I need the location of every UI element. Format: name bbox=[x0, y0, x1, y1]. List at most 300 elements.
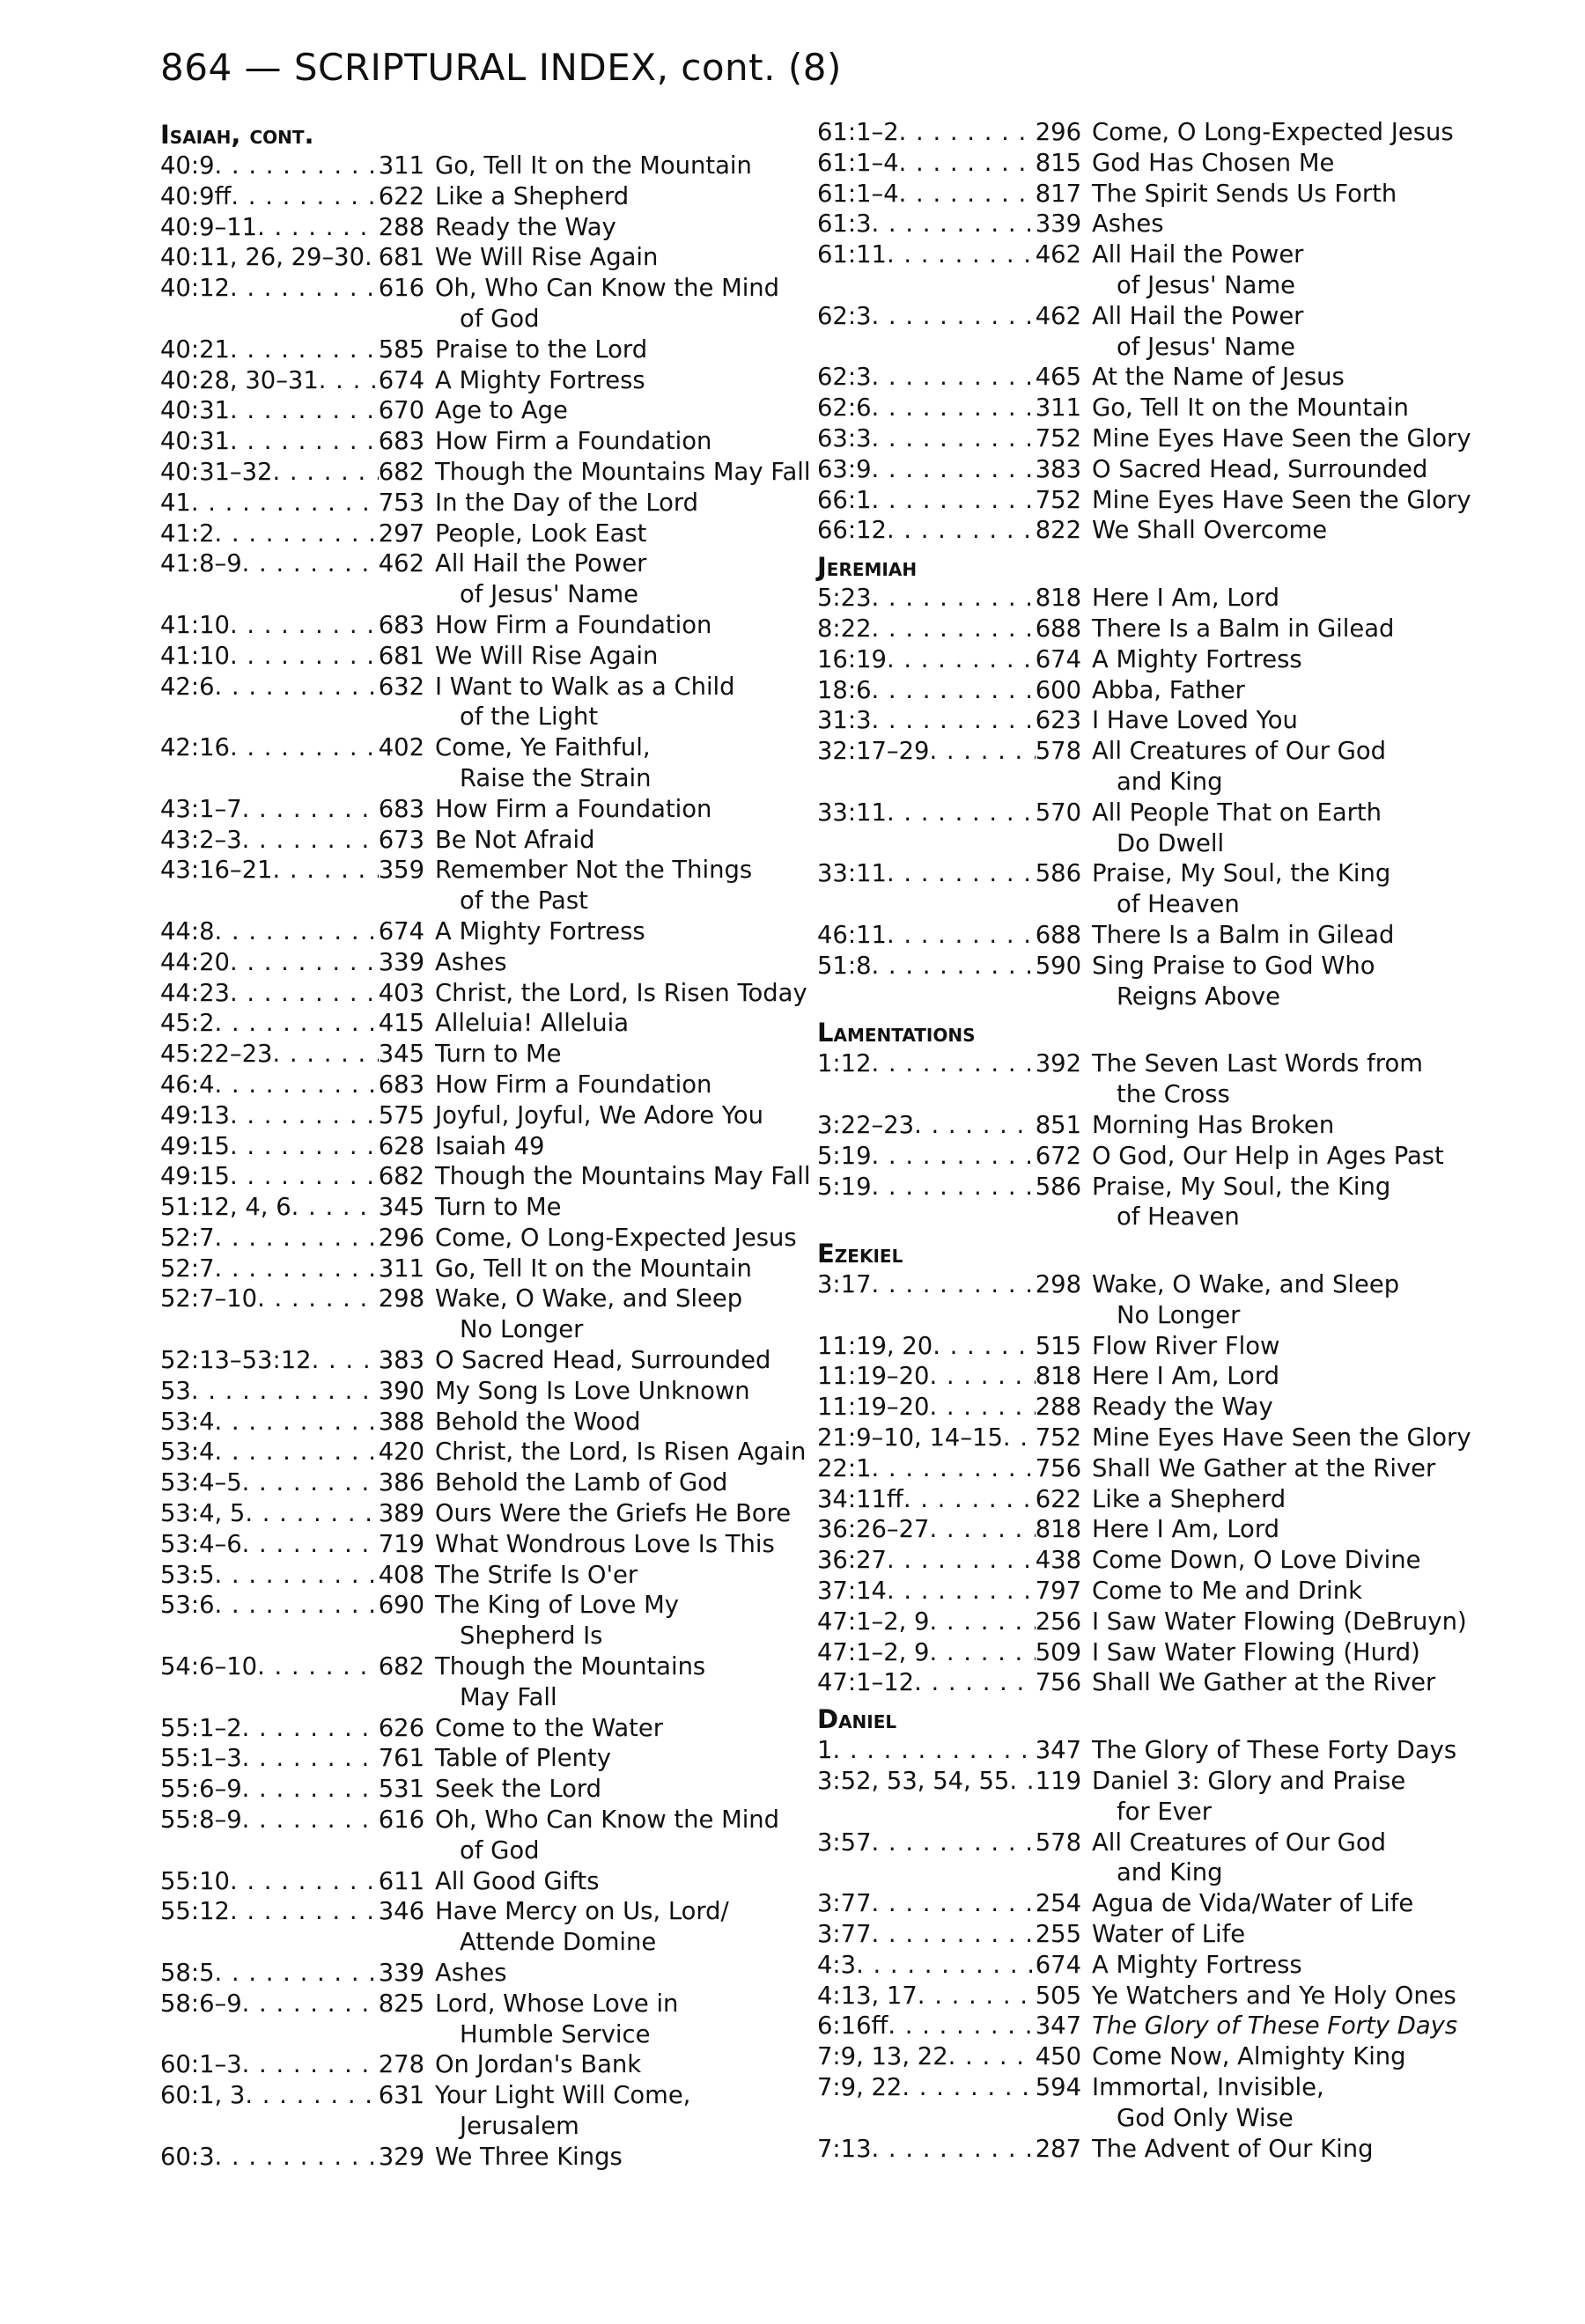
entry-reference-line bbox=[160, 1806, 424, 1836]
hymn-title-line: Wake, O Wake, and Sleep bbox=[1092, 1271, 1400, 1299]
hymn-title-line: Mine Eyes Have Seen the Glory bbox=[1092, 486, 1471, 514]
entry-reference-line bbox=[817, 516, 1081, 547]
hymn-title-line: All People That on Earth bbox=[1092, 798, 1382, 827]
dot-leader bbox=[872, 393, 1036, 424]
index-entry bbox=[817, 645, 1486, 676]
index-entry bbox=[160, 1652, 829, 1714]
hymn-title-line: Morning Has Broken bbox=[1092, 1111, 1335, 1139]
entry-reference-line bbox=[160, 673, 424, 703]
hymn-title bbox=[1081, 2135, 1486, 2166]
index-entry bbox=[817, 455, 1486, 486]
entry-reference-line bbox=[160, 1744, 424, 1775]
dot-leader bbox=[215, 1959, 379, 1989]
dot-leader bbox=[215, 1224, 379, 1254]
hymn-number: 329 bbox=[378, 2143, 424, 2171]
scripture-reference: 40:21 bbox=[160, 335, 230, 364]
hymn-title-line: Be Not Afraid bbox=[435, 826, 595, 854]
index-entry bbox=[817, 393, 1486, 424]
hymn-number: 683 bbox=[378, 795, 424, 823]
scripture-reference: 52:7 bbox=[160, 1254, 215, 1283]
hymn-title bbox=[424, 243, 829, 274]
hymn-title bbox=[1081, 1270, 1486, 1332]
hymn-title bbox=[1081, 1142, 1486, 1173]
hymn-title bbox=[1081, 1362, 1486, 1393]
hymn-title-continuation: Attende Domine bbox=[460, 1929, 657, 1957]
entry-reference-line bbox=[817, 1920, 1081, 1951]
entry-reference-line bbox=[160, 1408, 424, 1438]
section-heading: Ezekiel bbox=[817, 1239, 903, 1269]
hymn-number: 600 bbox=[1035, 676, 1081, 704]
scripture-reference: 61:1–4 bbox=[817, 180, 899, 208]
scripture-reference: 49:15 bbox=[160, 1163, 230, 1191]
scripture-reference: 42:16 bbox=[160, 734, 230, 762]
hymn-title-line: Sing Praise to God Who bbox=[1092, 952, 1375, 980]
scripture-reference: 6:16ff bbox=[817, 2012, 888, 2041]
index-entry bbox=[160, 642, 829, 673]
hymn-title-line: Come, Ye Faithful, bbox=[435, 734, 651, 762]
hymn-number: 346 bbox=[378, 1898, 424, 1926]
dot-leader bbox=[215, 1561, 379, 1592]
right-column bbox=[817, 118, 1486, 2165]
index-entry bbox=[160, 1132, 829, 1163]
hymn-number: 311 bbox=[1035, 394, 1081, 423]
dot-leader bbox=[872, 1828, 1036, 1859]
dot-leader bbox=[929, 1393, 1035, 1423]
hymn-title bbox=[424, 1377, 829, 1408]
entry-reference-line bbox=[817, 584, 1081, 614]
hymn-title bbox=[1081, 302, 1486, 364]
hymn-number: 719 bbox=[378, 1530, 424, 1558]
scripture-reference: 43:1–7 bbox=[160, 795, 242, 823]
hymn-number: 256 bbox=[1035, 1607, 1081, 1636]
hymn-title bbox=[424, 1714, 829, 1745]
dot-leader bbox=[230, 335, 379, 366]
hymn-title bbox=[424, 1438, 829, 1468]
hymn-title bbox=[1081, 859, 1486, 921]
hymn-title-line: I Saw Water Flowing (DeBruyn) bbox=[1092, 1607, 1467, 1636]
entry-reference-line bbox=[160, 1162, 424, 1193]
dot-leader bbox=[872, 614, 1036, 645]
hymn-title bbox=[1081, 2042, 1486, 2073]
hymn-number: 818 bbox=[1035, 1363, 1081, 1391]
hymn-title bbox=[424, 1193, 829, 1224]
hymn-title-line: Come Down, O Love Divine bbox=[1092, 1547, 1421, 1575]
scripture-reference: 55:10 bbox=[160, 1867, 230, 1895]
entry-reference-line bbox=[817, 486, 1081, 517]
entry-reference-line bbox=[817, 1736, 1081, 1767]
index-entry bbox=[160, 1254, 829, 1285]
hymn-title bbox=[1081, 363, 1486, 393]
scripture-reference: 22:1 bbox=[817, 1454, 872, 1482]
hymn-number: 586 bbox=[1035, 1173, 1081, 1201]
scripture-reference: 62:6 bbox=[817, 394, 872, 423]
hymn-number: 392 bbox=[1035, 1050, 1081, 1078]
hymn-number: 674 bbox=[378, 366, 424, 394]
hymn-number: 683 bbox=[378, 611, 424, 639]
hymn-title-line: I Saw Water Flowing (Hurd) bbox=[1092, 1638, 1420, 1666]
hymn-number: 278 bbox=[378, 2051, 424, 2079]
hymn-title-line: Turn to Me bbox=[435, 1194, 562, 1222]
dot-leader bbox=[257, 1284, 379, 1315]
hymn-number: 119 bbox=[1035, 1768, 1081, 1796]
hymn-number: 420 bbox=[378, 1438, 424, 1467]
scripture-reference: 62:3 bbox=[817, 364, 872, 392]
hymn-number: 255 bbox=[1035, 1921, 1081, 1949]
hymn-title-line: Come, O Long-Expected Jesus bbox=[1092, 119, 1454, 146]
dot-leader bbox=[191, 489, 379, 519]
hymn-title bbox=[424, 489, 829, 519]
hymn-title-line: The King of Love My bbox=[435, 1592, 679, 1620]
dot-leader bbox=[230, 948, 379, 979]
hymn-title bbox=[1081, 210, 1486, 240]
index-entry bbox=[160, 549, 829, 611]
entry-reference-line bbox=[160, 2081, 424, 2112]
dot-leader bbox=[242, 795, 379, 826]
hymn-title-continuation: and King bbox=[1117, 1859, 1223, 1887]
hymn-title bbox=[1081, 1638, 1486, 1669]
entry-reference-line bbox=[160, 1132, 424, 1163]
dot-leader bbox=[832, 1736, 1035, 1767]
scripture-reference: 40:12 bbox=[160, 275, 230, 303]
entry-reference-line bbox=[817, 1546, 1081, 1577]
index-entry bbox=[160, 1989, 829, 2051]
dot-leader bbox=[887, 516, 1036, 547]
hymn-title bbox=[1081, 1828, 1486, 1890]
scripture-reference: 44:23 bbox=[160, 979, 230, 1007]
entry-reference-line bbox=[817, 455, 1081, 486]
hymn-number: 359 bbox=[378, 857, 424, 885]
hymn-number: 611 bbox=[378, 1867, 424, 1895]
scripture-reference: 49:13 bbox=[160, 1101, 230, 1129]
index-entry bbox=[817, 1828, 1486, 1890]
hymn-title-line: Have Mercy on Us, Lord/ bbox=[435, 1898, 729, 1926]
entry-reference-line bbox=[160, 1867, 424, 1898]
entry-reference-line bbox=[160, 427, 424, 458]
index-entry bbox=[160, 1070, 829, 1101]
hymn-title-line: Joyful, Joyful, We Adore You bbox=[435, 1101, 764, 1129]
index-entry bbox=[817, 1736, 1486, 1767]
index-entry bbox=[160, 243, 829, 274]
index-entry bbox=[817, 952, 1486, 1013]
hymn-number: 674 bbox=[1035, 1951, 1081, 1979]
hymn-title-line: We Shall Overcome bbox=[1092, 517, 1328, 545]
entry-reference-line bbox=[817, 1577, 1081, 1607]
entry-reference-line bbox=[817, 1454, 1081, 1485]
hymn-title-line: Ashes bbox=[435, 1960, 507, 1988]
dot-leader bbox=[230, 979, 379, 1010]
hymn-title bbox=[1081, 1668, 1486, 1699]
dot-leader bbox=[929, 1638, 1035, 1669]
hymn-title-line: Oh, Who Can Know the Mind bbox=[435, 1806, 780, 1835]
scripture-reference: 40:31 bbox=[160, 397, 230, 425]
entry-reference-line bbox=[160, 826, 424, 857]
index-entry bbox=[160, 1438, 829, 1468]
hymn-title-line: How Firm a Foundation bbox=[435, 1070, 712, 1099]
hymn-title bbox=[1081, 676, 1486, 707]
hymn-number: 752 bbox=[1035, 1424, 1081, 1452]
dot-leader bbox=[899, 180, 1036, 210]
dot-leader bbox=[215, 2143, 379, 2173]
dot-leader bbox=[856, 1951, 1036, 1982]
scripture-reference: 44:20 bbox=[160, 948, 230, 976]
hymn-number: 254 bbox=[1035, 1890, 1081, 1918]
dot-leader bbox=[872, 676, 1036, 707]
hymn-title-line: In the Day of the Lord bbox=[435, 489, 699, 517]
section-heading: Jeremiah bbox=[817, 552, 918, 583]
entry-reference-line bbox=[160, 611, 424, 642]
hymn-title-continuation: Jerusalem bbox=[460, 2113, 579, 2140]
hymn-title bbox=[1081, 1736, 1486, 1767]
scripture-reference: 11:19–20 bbox=[817, 1394, 930, 1422]
hymn-number: 756 bbox=[1035, 1669, 1081, 1697]
hymn-title bbox=[424, 2143, 829, 2173]
index-entry bbox=[817, 302, 1486, 364]
hymn-title-line: Table of Plenty bbox=[435, 1745, 611, 1773]
hymn-number: 578 bbox=[1035, 1828, 1081, 1857]
hymn-title-line: I Want to Walk as a Child bbox=[435, 673, 735, 701]
hymn-title bbox=[424, 151, 829, 182]
index-entry bbox=[160, 611, 829, 642]
entry-reference-line bbox=[817, 2073, 1081, 2104]
entry-reference-line bbox=[160, 1254, 424, 1285]
index-entry bbox=[160, 2081, 829, 2143]
entry-reference-line bbox=[160, 1040, 424, 1070]
hymn-title-continuation: of Jesus' Name bbox=[460, 581, 638, 609]
hymn-title-line: The Glory of These Forty Days bbox=[1092, 1737, 1457, 1765]
entry-reference-line bbox=[817, 706, 1081, 737]
hymn-title bbox=[1081, 798, 1486, 860]
dot-leader bbox=[215, 1009, 379, 1040]
scripture-reference: 3:52, 53, 54, 55 bbox=[817, 1768, 1010, 1796]
index-entry bbox=[160, 1468, 829, 1499]
hymn-title bbox=[1081, 1920, 1486, 1951]
hymn-title-line: Turn to Me bbox=[435, 1041, 562, 1069]
index-entry bbox=[160, 979, 829, 1010]
hymn-title bbox=[424, 2050, 829, 2081]
entry-reference-line bbox=[817, 1515, 1081, 1546]
hymn-title-line: Shall We Gather at the River bbox=[1092, 1454, 1436, 1482]
hymn-title bbox=[424, 1591, 829, 1652]
entry-reference-line bbox=[160, 1530, 424, 1561]
hymn-number: 616 bbox=[378, 275, 424, 303]
hymn-title-line: O Sacred Head, Surrounded bbox=[435, 1347, 771, 1375]
dot-leader bbox=[230, 1897, 379, 1928]
hymn-title bbox=[424, 1744, 829, 1775]
hymn-title-line: Though the Mountains May Fall bbox=[435, 1163, 811, 1191]
hymn-number: 383 bbox=[378, 1347, 424, 1375]
hymn-title-line: The Advent of Our King bbox=[1092, 2135, 1374, 2163]
scripture-reference: 55:12 bbox=[160, 1898, 230, 1926]
scripture-reference: 41:10 bbox=[160, 642, 230, 670]
hymn-title bbox=[1081, 1332, 1486, 1363]
hymn-title-line: Your Light Will Come, bbox=[435, 2082, 691, 2110]
entry-reference-line bbox=[817, 149, 1081, 180]
hymn-title-line: My Song Is Love Unknown bbox=[435, 1377, 750, 1405]
dot-leader bbox=[872, 1270, 1036, 1301]
dot-leader bbox=[215, 1070, 379, 1101]
hymn-title-line: How Firm a Foundation bbox=[435, 611, 712, 639]
hymn-title bbox=[424, 733, 829, 795]
index-entry bbox=[160, 1744, 829, 1775]
hymn-number: 818 bbox=[1035, 1516, 1081, 1544]
entry-reference-line bbox=[160, 1499, 424, 1530]
index-entry bbox=[817, 1270, 1486, 1332]
index-entry bbox=[160, 1806, 829, 1867]
dot-leader bbox=[242, 1744, 379, 1775]
dot-leader bbox=[888, 2011, 1035, 2042]
entry-reference-line bbox=[817, 737, 1081, 768]
hymn-title-continuation: No Longer bbox=[460, 1316, 584, 1344]
scripture-reference: 55:6–9 bbox=[160, 1776, 242, 1804]
entry-reference-line bbox=[817, 180, 1081, 210]
hymn-number: 570 bbox=[1035, 798, 1081, 827]
entry-reference-line bbox=[160, 733, 424, 764]
section-heading: Isaiah, cont. bbox=[160, 120, 314, 150]
hymn-title bbox=[1081, 1515, 1486, 1546]
index-entry bbox=[817, 706, 1486, 737]
hymn-title bbox=[1081, 486, 1486, 517]
hymn-number: 670 bbox=[378, 397, 424, 425]
entry-list bbox=[817, 1270, 1486, 1699]
hymn-title-line: Praise, My Soul, the King bbox=[1092, 860, 1391, 888]
hymn-title-line: O God, Our Help in Ages Past bbox=[1092, 1142, 1444, 1170]
entry-reference-line bbox=[817, 424, 1081, 455]
scripture-reference: 53 bbox=[160, 1377, 191, 1405]
hymn-title-continuation: of Jesus' Name bbox=[1117, 271, 1295, 299]
hymn-title-line: Agua de Vida/Water of Life bbox=[1092, 1890, 1414, 1918]
entry-reference-line bbox=[817, 1668, 1081, 1699]
hymn-title-line: I Have Loved You bbox=[1092, 707, 1298, 735]
scripture-reference: 33:11 bbox=[817, 860, 887, 888]
dot-leader bbox=[899, 149, 1036, 180]
scripture-reference: 40:11, 26, 29–30 bbox=[160, 244, 365, 272]
dot-leader bbox=[872, 1049, 1036, 1080]
scripture-reference: 43:16–21 bbox=[160, 857, 273, 885]
scripture-reference: 53:4 bbox=[160, 1438, 215, 1467]
dot-leader bbox=[914, 1668, 1036, 1699]
scripture-reference: 43:2–3 bbox=[160, 826, 242, 854]
hymn-number: 298 bbox=[1035, 1271, 1081, 1299]
entry-reference-line bbox=[817, 1951, 1081, 1982]
dot-leader bbox=[887, 921, 1036, 952]
hymn-number: 688 bbox=[1035, 921, 1081, 949]
hymn-title bbox=[424, 1652, 829, 1714]
dot-leader bbox=[191, 1377, 379, 1408]
scripture-reference: 53:4–5 bbox=[160, 1469, 242, 1497]
hymn-number: 296 bbox=[1035, 119, 1081, 146]
hymn-title-line: Alleluia! Alleluia bbox=[435, 1010, 630, 1038]
hymn-title-line: All Hail the Power bbox=[1092, 302, 1304, 330]
entry-reference-line bbox=[817, 1889, 1081, 1920]
hymn-number: 632 bbox=[378, 673, 424, 701]
index-entry bbox=[160, 1867, 829, 1898]
index-entry bbox=[817, 859, 1486, 921]
hymn-title-line: Mine Eyes Have Seen the Glory bbox=[1092, 424, 1471, 452]
hymn-title bbox=[1081, 1423, 1486, 1454]
hymn-title-continuation: May Fall bbox=[460, 1683, 557, 1711]
scripture-reference: 55:8–9 bbox=[160, 1806, 242, 1835]
hymn-title bbox=[424, 335, 829, 366]
dot-leader bbox=[242, 549, 379, 580]
hymn-title-line: Lord, Whose Love in bbox=[435, 1989, 679, 2018]
dot-leader bbox=[872, 455, 1036, 486]
entry-list bbox=[160, 151, 829, 2173]
index-entry bbox=[160, 213, 829, 244]
hymn-title bbox=[1081, 1485, 1486, 1516]
dot-leader bbox=[872, 1142, 1036, 1173]
hymn-title-continuation: of Jesus' Name bbox=[1117, 333, 1295, 361]
scripture-reference: 53:4, 5 bbox=[160, 1500, 246, 1528]
scripture-reference: 7:9, 13, 22 bbox=[817, 2043, 948, 2071]
index-entry bbox=[817, 1577, 1486, 1607]
index-entry bbox=[817, 1767, 1486, 1828]
hymn-title-line: Though the Mountains May Fall bbox=[435, 458, 811, 486]
dot-leader bbox=[272, 1040, 378, 1070]
index-entry bbox=[817, 118, 1486, 149]
index-entry bbox=[817, 1142, 1486, 1173]
hymn-title bbox=[1081, 1111, 1486, 1142]
hymn-title-line: Go, Tell It on the Mountain bbox=[1092, 394, 1409, 423]
scripture-reference: 3:77 bbox=[817, 1921, 872, 1949]
scripture-reference: 52:7 bbox=[160, 1224, 215, 1252]
index-entry bbox=[817, 2011, 1486, 2042]
hymn-title bbox=[424, 182, 829, 213]
hymn-number: 296 bbox=[378, 1224, 424, 1252]
hymn-number: 383 bbox=[1035, 455, 1081, 483]
dot-leader bbox=[230, 396, 379, 427]
hymn-number: 505 bbox=[1035, 1982, 1081, 2010]
hymn-title-line: The Glory of These Forty Days bbox=[1092, 2012, 1458, 2041]
hymn-number: 681 bbox=[378, 642, 424, 670]
entry-list bbox=[817, 118, 1486, 547]
dot-leader bbox=[242, 2050, 379, 2081]
entry-list bbox=[817, 1736, 1486, 2165]
index-entry bbox=[817, 1049, 1486, 1111]
hymn-title-line: All Hail the Power bbox=[1092, 241, 1304, 269]
hymn-number: 578 bbox=[1035, 738, 1081, 766]
index-entry bbox=[160, 1591, 829, 1652]
hymn-number: 347 bbox=[1035, 1737, 1081, 1765]
entry-reference-line bbox=[817, 2135, 1081, 2166]
hymn-number: 628 bbox=[378, 1132, 424, 1160]
hymn-number: 690 bbox=[378, 1592, 424, 1620]
dot-leader bbox=[887, 859, 1036, 890]
dot-leader bbox=[887, 645, 1036, 676]
hymn-title bbox=[424, 1775, 829, 1806]
index-entry bbox=[160, 1530, 829, 1561]
scripture-reference: 61:1–4 bbox=[817, 149, 899, 177]
dot-leader bbox=[929, 1362, 1035, 1393]
scripture-reference: 46:11 bbox=[817, 921, 887, 949]
scripture-reference: 60:1, 3 bbox=[160, 2082, 246, 2110]
index-entry bbox=[160, 1377, 829, 1408]
hymn-title-continuation: Raise the Strain bbox=[460, 764, 652, 792]
hymn-title-continuation: the Cross bbox=[1117, 1081, 1230, 1109]
scripture-reference: 44:8 bbox=[160, 917, 215, 945]
scripture-reference: 16:19 bbox=[817, 645, 887, 673]
dot-leader bbox=[914, 1111, 1036, 1142]
hymn-title-line: We Will Rise Again bbox=[435, 244, 659, 272]
entry-reference-line bbox=[817, 1173, 1081, 1203]
section-heading: Lamentations bbox=[817, 1018, 976, 1048]
index-entry bbox=[160, 1009, 829, 1040]
entry-reference-line bbox=[817, 1423, 1081, 1454]
entry-reference-line bbox=[817, 645, 1081, 676]
scripture-reference: 61:1–2 bbox=[817, 119, 899, 146]
hymn-title-line: A Mighty Fortress bbox=[435, 366, 645, 394]
hymn-title bbox=[424, 611, 829, 642]
hymn-number: 586 bbox=[1035, 860, 1081, 888]
